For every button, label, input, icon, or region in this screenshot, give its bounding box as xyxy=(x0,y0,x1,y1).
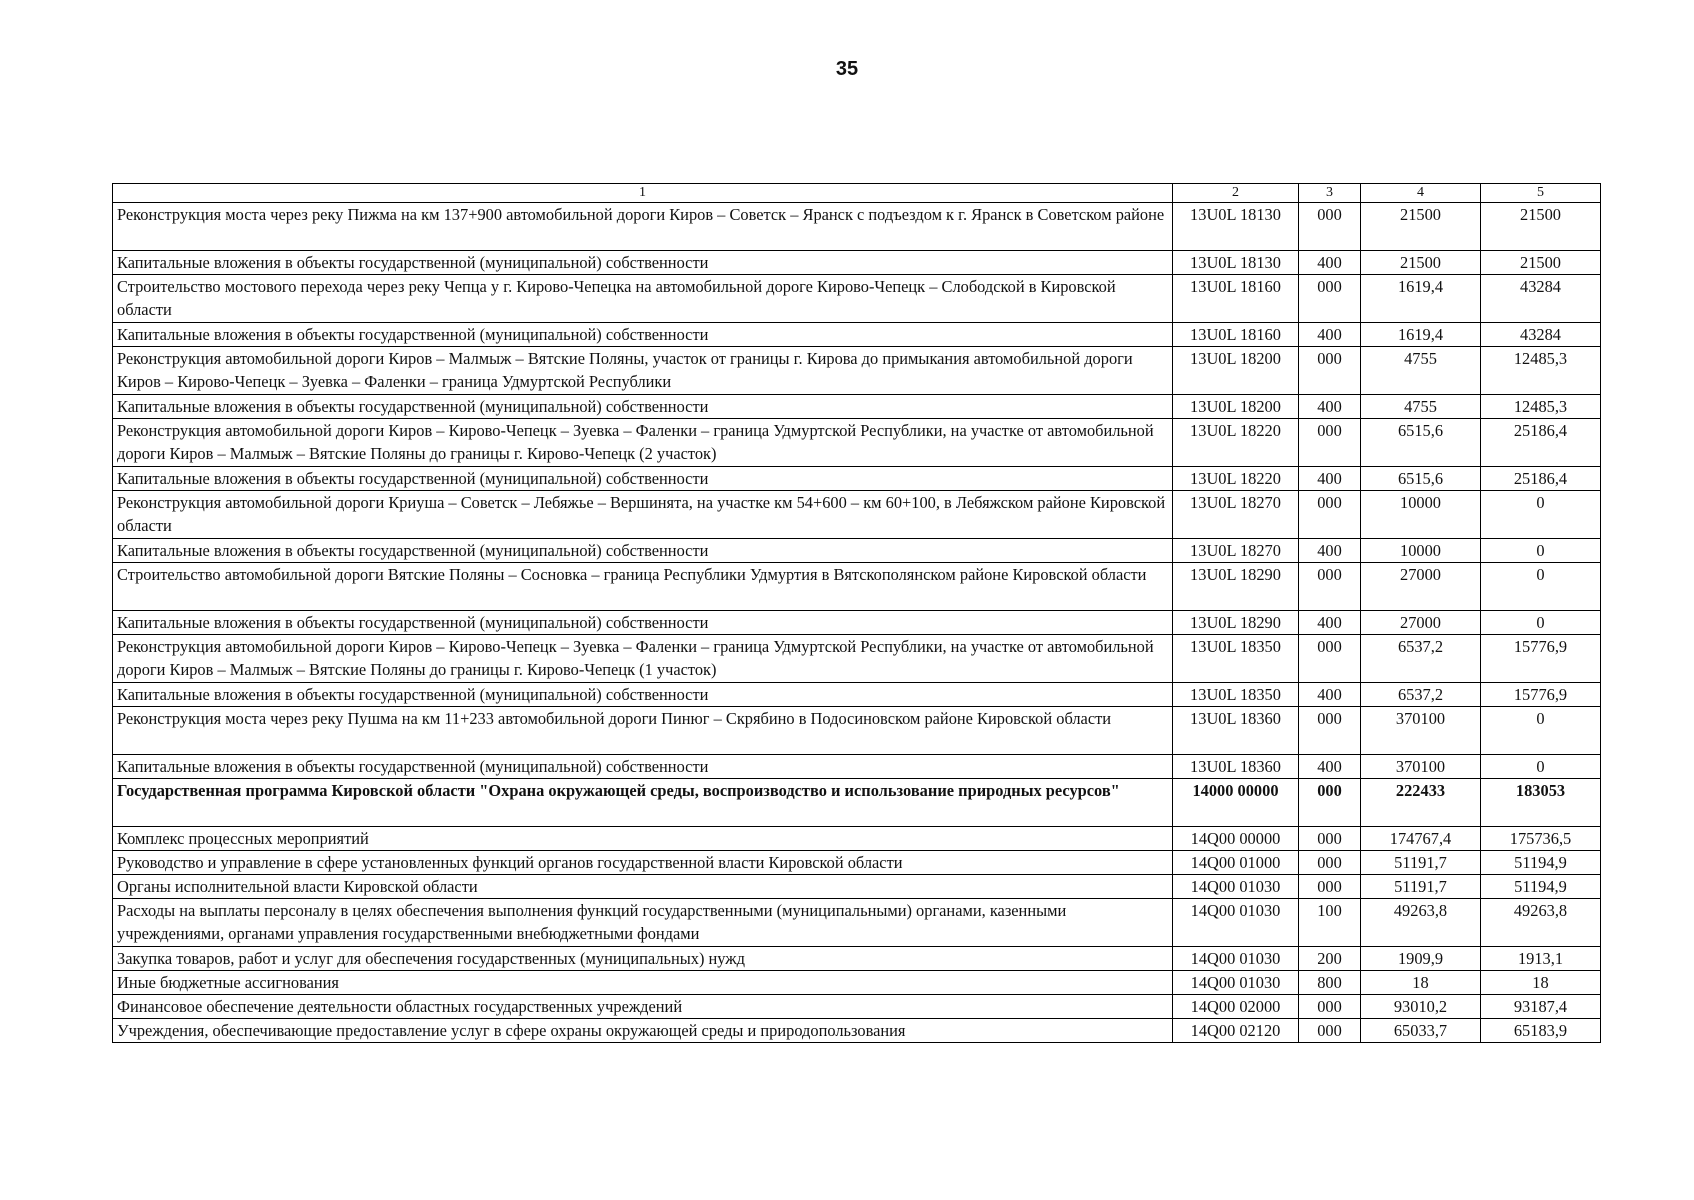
row-sum-year-2-cell: 15776,9 xyxy=(1481,683,1601,707)
row-expense-type-cell: 400 xyxy=(1299,683,1361,707)
row-target-code-cell: 13U0L 18270 xyxy=(1173,539,1299,563)
row-target-code-cell: 13U0L 18290 xyxy=(1173,611,1299,635)
row-sum-year-1-cell: 51191,7 xyxy=(1361,875,1481,899)
row-expense-type-cell: 000 xyxy=(1299,203,1361,251)
row-sum-year-1-cell: 1909,9 xyxy=(1361,947,1481,971)
row-target-code-cell: 14Q00 01030 xyxy=(1173,947,1299,971)
row-name-cell: Капитальные вложения в объекты государственной (муниципальной) собственности xyxy=(113,251,1173,275)
budget-table xyxy=(112,183,1601,1043)
row-expense-type-cell: 000 xyxy=(1299,419,1361,467)
row-target-code-cell: 13U0L 18350 xyxy=(1173,635,1299,683)
row-name-cell: Руководство и управление в сфере установленных функций органов государственной власти Кировской области xyxy=(113,851,1173,875)
row-sum-year-2-cell: 51194,9 xyxy=(1481,851,1601,875)
row-target-code-cell: 13U0L 18130 xyxy=(1173,251,1299,275)
table-row xyxy=(113,491,1601,539)
row-target-code-cell: 14Q00 02000 xyxy=(1173,995,1299,1019)
row-sum-year-2-cell: 18 xyxy=(1481,971,1601,995)
row-sum-year-1-cell: 27000 xyxy=(1361,611,1481,635)
row-target-code-cell: 13U0L 18220 xyxy=(1173,467,1299,491)
row-expense-type-cell: 800 xyxy=(1299,971,1361,995)
page-number: 35 xyxy=(835,58,859,80)
table-row xyxy=(113,779,1601,827)
row-name-cell: Реконструкция автомобильной дороги Киров – Малмыж – Вятские Поляны, участок от границы г. Кирова до примыкания автомобильной дороги Киров – Кирово-Чепецк – Зуевка – Фаленки – граница Удмуртской Республики xyxy=(113,347,1173,395)
row-target-code-cell: 13U0L 18290 xyxy=(1173,563,1299,611)
row-target-code-cell: 13U0L 18220 xyxy=(1173,419,1299,467)
row-expense-type-cell: 400 xyxy=(1299,611,1361,635)
row-sum-year-2-cell: 0 xyxy=(1481,707,1601,755)
row-name-cell: Закупка товаров, работ и услуг для обеспечения государственных (муниципальных) нужд xyxy=(113,947,1173,971)
table-row xyxy=(113,251,1601,275)
row-expense-type-cell: 400 xyxy=(1299,755,1361,779)
row-sum-year-1-cell: 222433 xyxy=(1361,779,1481,827)
table-row xyxy=(113,707,1601,755)
table-row xyxy=(113,755,1601,779)
row-sum-year-1-cell: 18 xyxy=(1361,971,1481,995)
row-sum-year-2-cell: 12485,3 xyxy=(1481,347,1601,395)
row-name-cell: Реконструкция автомобильной дороги Киров – Кирово-Чепецк – Зуевка – Фаленки – граница Удмуртской Республики, на участке от автомобильной дороги Киров – Малмыж – Вятские Поляны до границы г. Кирово-Чепецк (2 участок) xyxy=(113,419,1173,467)
table-row xyxy=(113,203,1601,251)
row-sum-year-1-cell: 174767,4 xyxy=(1361,827,1481,851)
row-target-code-cell: 13U0L 18200 xyxy=(1173,395,1299,419)
row-expense-type-cell: 000 xyxy=(1299,995,1361,1019)
table-row xyxy=(113,851,1601,875)
row-target-code-cell: 13U0L 18270 xyxy=(1173,491,1299,539)
table-row xyxy=(113,395,1601,419)
row-expense-type-cell: 200 xyxy=(1299,947,1361,971)
row-sum-year-1-cell: 21500 xyxy=(1361,251,1481,275)
row-sum-year-2-cell: 93187,4 xyxy=(1481,995,1601,1019)
row-target-code-cell: 13U0L 18160 xyxy=(1173,275,1299,323)
table-row xyxy=(113,875,1601,899)
row-name-cell: Комплекс процессных мероприятий xyxy=(113,827,1173,851)
table-row xyxy=(113,635,1601,683)
row-sum-year-1-cell: 10000 xyxy=(1361,491,1481,539)
row-expense-type-cell: 000 xyxy=(1299,779,1361,827)
row-sum-year-1-cell: 4755 xyxy=(1361,347,1481,395)
row-name-cell: Реконструкция автомобильной дороги Криуша – Советск – Лебяжье – Вершинята, на участке км 54+600 – км 60+100, в Лебяжском районе Кировской области xyxy=(113,491,1173,539)
table-row xyxy=(113,563,1601,611)
row-expense-type-cell: 100 xyxy=(1299,899,1361,947)
row-expense-type-cell: 000 xyxy=(1299,491,1361,539)
row-target-code-cell: 13U0L 18160 xyxy=(1173,323,1299,347)
table-row xyxy=(113,899,1601,947)
row-sum-year-1-cell: 370100 xyxy=(1361,755,1481,779)
row-target-code-cell: 13U0L 18360 xyxy=(1173,707,1299,755)
table-row xyxy=(113,947,1601,971)
row-sum-year-1-cell: 49263,8 xyxy=(1361,899,1481,947)
row-target-code-cell: 14Q00 01030 xyxy=(1173,971,1299,995)
row-name-cell: Капитальные вложения в объекты государственной (муниципальной) собственности xyxy=(113,755,1173,779)
row-sum-year-2-cell: 21500 xyxy=(1481,203,1601,251)
row-target-code-cell: 14Q00 01030 xyxy=(1173,875,1299,899)
row-expense-type-cell: 400 xyxy=(1299,467,1361,491)
row-name-cell: Капитальные вложения в объекты государственной (муниципальной) собственности xyxy=(113,467,1173,491)
row-sum-year-1-cell: 27000 xyxy=(1361,563,1481,611)
column-header-name: 1 xyxy=(113,184,1173,203)
table-row xyxy=(113,1019,1601,1043)
row-sum-year-2-cell: 0 xyxy=(1481,491,1601,539)
table-row xyxy=(113,683,1601,707)
row-expense-type-cell: 400 xyxy=(1299,251,1361,275)
row-sum-year-1-cell: 6515,6 xyxy=(1361,467,1481,491)
row-expense-type-cell: 000 xyxy=(1299,851,1361,875)
row-sum-year-2-cell: 183053 xyxy=(1481,779,1601,827)
row-sum-year-2-cell: 0 xyxy=(1481,563,1601,611)
row-expense-type-cell: 000 xyxy=(1299,707,1361,755)
row-sum-year-1-cell: 21500 xyxy=(1361,203,1481,251)
table-row xyxy=(113,971,1601,995)
row-name-cell: Органы исполнительной власти Кировской области xyxy=(113,875,1173,899)
row-name-cell: Реконструкция моста через реку Пушма на км 11+233 автомобильной дороги Пинюг – Скрябино в Подосиновском районе Кировской области xyxy=(113,707,1173,755)
row-name-cell: Капитальные вложения в объекты государственной (муниципальной) собственности xyxy=(113,611,1173,635)
row-sum-year-2-cell: 25186,4 xyxy=(1481,419,1601,467)
row-expense-type-cell: 000 xyxy=(1299,827,1361,851)
row-sum-year-1-cell: 65033,7 xyxy=(1361,1019,1481,1043)
row-name-cell: Финансовое обеспечение деятельности областных государственных учреждений xyxy=(113,995,1173,1019)
table-row xyxy=(113,539,1601,563)
row-sum-year-1-cell: 51191,7 xyxy=(1361,851,1481,875)
row-name-cell: Реконструкция моста через реку Пижма на км 137+900 автомобильной дороги Киров – Советск – Яранск с подъездом к г. Яранск в Советском районе xyxy=(113,203,1173,251)
row-sum-year-1-cell: 93010,2 xyxy=(1361,995,1481,1019)
row-name-cell: Капитальные вложения в объекты государственной (муниципальной) собственности xyxy=(113,323,1173,347)
row-sum-year-2-cell: 0 xyxy=(1481,611,1601,635)
row-sum-year-2-cell: 0 xyxy=(1481,755,1601,779)
row-target-code-cell: 13U0L 18130 xyxy=(1173,203,1299,251)
row-name-cell: Строительство мостового перехода через реку Чепца у г. Кирово-Чепецка на автомобильной дороге Кирово-Чепецк – Слободской в Кировской области xyxy=(113,275,1173,323)
row-sum-year-1-cell: 1619,4 xyxy=(1361,275,1481,323)
row-sum-year-2-cell: 43284 xyxy=(1481,275,1601,323)
row-sum-year-1-cell: 6515,6 xyxy=(1361,419,1481,467)
row-target-code-cell: 14Q00 02120 xyxy=(1173,1019,1299,1043)
row-sum-year-2-cell: 15776,9 xyxy=(1481,635,1601,683)
row-target-code-cell: 14Q00 01030 xyxy=(1173,899,1299,947)
column-header-sum-year-2: 5 xyxy=(1481,184,1601,203)
row-sum-year-2-cell: 49263,8 xyxy=(1481,899,1601,947)
row-target-code-cell: 14Q00 00000 xyxy=(1173,827,1299,851)
row-name-cell: Учреждения, обеспечивающие предоставление услуг в сфере охраны окружающей среды и природопользования xyxy=(113,1019,1173,1043)
column-header-expense-type: 3 xyxy=(1299,184,1361,203)
table-header-row xyxy=(113,184,1601,203)
row-sum-year-2-cell: 0 xyxy=(1481,539,1601,563)
table-row xyxy=(113,347,1601,395)
row-sum-year-2-cell: 12485,3 xyxy=(1481,395,1601,419)
row-expense-type-cell: 400 xyxy=(1299,395,1361,419)
row-expense-type-cell: 000 xyxy=(1299,635,1361,683)
row-sum-year-2-cell: 175736,5 xyxy=(1481,827,1601,851)
row-sum-year-2-cell: 43284 xyxy=(1481,323,1601,347)
row-name-cell: Строительство автомобильной дороги Вятские Поляны – Сосновка – граница Республики Удмуртия в Вятскополянском районе Кировской области xyxy=(113,563,1173,611)
row-expense-type-cell: 000 xyxy=(1299,875,1361,899)
row-sum-year-2-cell: 1913,1 xyxy=(1481,947,1601,971)
row-expense-type-cell: 000 xyxy=(1299,563,1361,611)
row-sum-year-2-cell: 51194,9 xyxy=(1481,875,1601,899)
row-expense-type-cell: 000 xyxy=(1299,275,1361,323)
table-row xyxy=(113,275,1601,323)
row-name-cell: Капитальные вложения в объекты государственной (муниципальной) собственности xyxy=(113,539,1173,563)
row-target-code-cell: 13U0L 18200 xyxy=(1173,347,1299,395)
table-row xyxy=(113,611,1601,635)
row-target-code-cell: 13U0L 18360 xyxy=(1173,755,1299,779)
row-name-cell: Расходы на выплаты персоналу в целях обеспечения выполнения функций государственными (муниципальными) органами, казенными учреждениями, органами управления государственными внебюджетными фондами xyxy=(113,899,1173,947)
table-body xyxy=(113,203,1601,1043)
row-sum-year-1-cell: 6537,2 xyxy=(1361,683,1481,707)
row-name-cell: Капитальные вложения в объекты государственной (муниципальной) собственности xyxy=(113,395,1173,419)
row-name-cell: Иные бюджетные ассигнования xyxy=(113,971,1173,995)
row-sum-year-1-cell: 370100 xyxy=(1361,707,1481,755)
row-name-cell: Капитальные вложения в объекты государственной (муниципальной) собственности xyxy=(113,683,1173,707)
column-header-target-code: 2 xyxy=(1173,184,1299,203)
row-sum-year-2-cell: 21500 xyxy=(1481,251,1601,275)
row-expense-type-cell: 400 xyxy=(1299,539,1361,563)
table-row xyxy=(113,467,1601,491)
row-target-code-cell: 14000 00000 xyxy=(1173,779,1299,827)
row-sum-year-1-cell: 10000 xyxy=(1361,539,1481,563)
row-name-cell: Реконструкция автомобильной дороги Киров – Кирово-Чепецк – Зуевка – Фаленки – граница Удмуртской Республики, на участке от автомобильной дороги Киров – Малмыж – Вятские Поляны до границы г. Кирово-Чепецк (1 участок) xyxy=(113,635,1173,683)
table-row xyxy=(113,419,1601,467)
row-expense-type-cell: 400 xyxy=(1299,323,1361,347)
row-sum-year-1-cell: 4755 xyxy=(1361,395,1481,419)
row-name-cell: Государственная программа Кировской области "Охрана окружающей среды, воспроизводство и использование природных ресурсов" xyxy=(113,779,1173,827)
row-sum-year-2-cell: 65183,9 xyxy=(1481,1019,1601,1043)
row-sum-year-2-cell: 25186,4 xyxy=(1481,467,1601,491)
row-expense-type-cell: 000 xyxy=(1299,1019,1361,1043)
row-target-code-cell: 14Q00 01000 xyxy=(1173,851,1299,875)
table-row xyxy=(113,827,1601,851)
row-sum-year-1-cell: 6537,2 xyxy=(1361,635,1481,683)
table-row xyxy=(113,323,1601,347)
table-row xyxy=(113,995,1601,1019)
row-expense-type-cell: 000 xyxy=(1299,347,1361,395)
row-target-code-cell: 13U0L 18350 xyxy=(1173,683,1299,707)
row-sum-year-1-cell: 1619,4 xyxy=(1361,323,1481,347)
column-header-sum-year-1: 4 xyxy=(1361,184,1481,203)
